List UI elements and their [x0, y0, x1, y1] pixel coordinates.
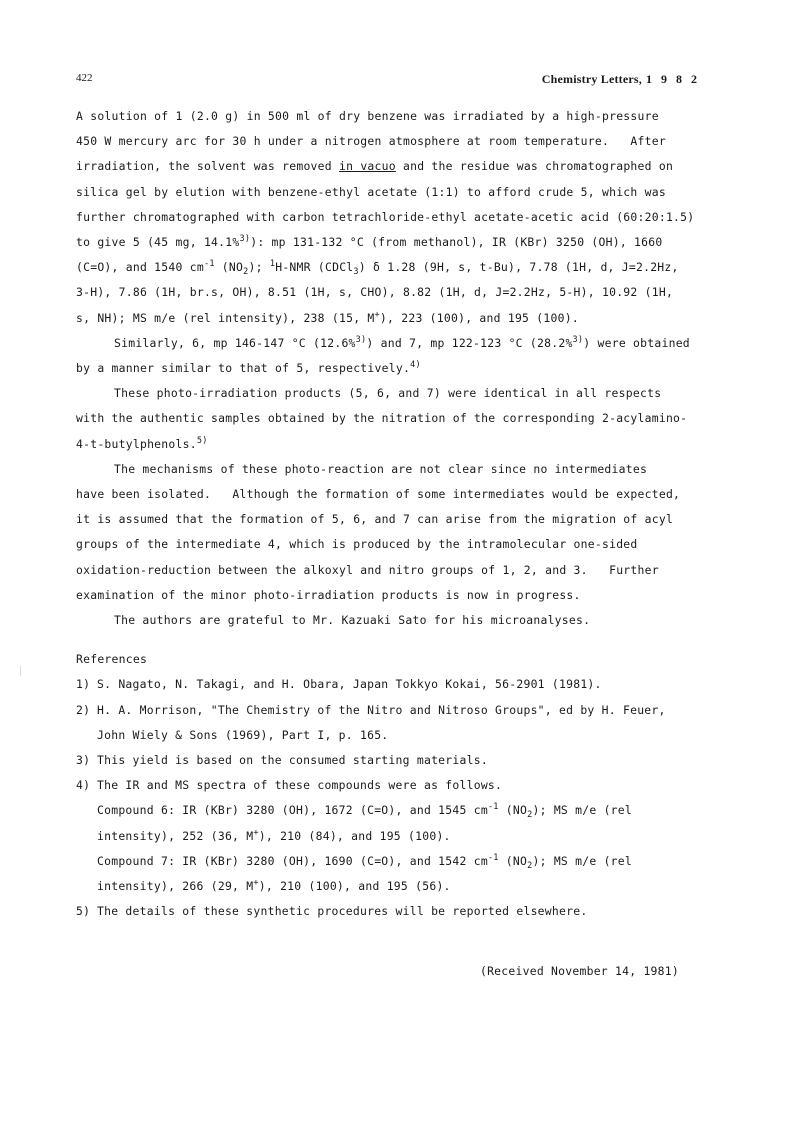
paragraph-identical: [76, 381, 730, 457]
text-fragment: (NO: [498, 803, 528, 818]
text-fragment: ); MS m/e (rel: [532, 853, 633, 868]
reference-compound-7-cont: [76, 874, 730, 899]
subscript: 3: [353, 267, 359, 278]
paragraph-experimental: [76, 104, 730, 331]
text-fragment: H-NMR (CDCl: [275, 260, 354, 275]
text-line: A solution of 1 (2.0 g) in 500 ml of dry benzene was irradiated by a high-pressure: [76, 109, 659, 123]
text-fragment: intensity), 266 (29, M: [97, 879, 254, 894]
subscript: 2: [243, 267, 249, 278]
text-fragment: (C=O), and 1540 cm: [76, 260, 204, 275]
reference-continuation: John Wiely & Sons (1969), Part I, p. 165.: [97, 727, 389, 742]
text-line: [76, 356, 730, 381]
text-fragment: by a manner similar to that of 5, respectively.: [76, 361, 411, 376]
text-line: have been isolated. Although the formation of some intermediates would be expected,: [76, 487, 681, 502]
reference-item: [76, 698, 730, 723]
reference-item: [76, 773, 730, 798]
reference-text: The IR and MS spectra of these compounds were as follows.: [97, 778, 503, 793]
reference-compound-6: [76, 798, 730, 823]
text-fragment: ); MS m/e (rel: [532, 803, 633, 818]
journal-name: Chemistry Letters,: [541, 72, 642, 86]
text-fragment: irradiation, the solvent was removed: [76, 159, 339, 174]
reference-text: The details of these synthetic procedures will be reported elsewhere.: [97, 904, 588, 919]
superscript: -1: [203, 259, 215, 270]
text-line: silica gel by elution with benzene-ethyl acetate (1:1) to afford crude 5, which was: [76, 184, 666, 199]
text-fragment: (NO: [498, 853, 528, 868]
citation-superscript: 4): [410, 360, 421, 371]
superscript: -1: [487, 852, 499, 863]
text-line: [76, 306, 730, 331]
reference-text: H. A. Morrison, "The Chemistry of the Nitro and Nitroso Groups", ed by H. Feuer,: [97, 702, 666, 717]
paragraph-mechanism: [76, 457, 730, 608]
text-fragment: intensity), 252 (36, M: [97, 828, 254, 843]
references-heading: References: [76, 652, 148, 667]
paragraph-acknowledgement: [76, 608, 730, 633]
text-line: [76, 230, 730, 255]
reference-number: 2): [76, 702, 91, 717]
citation-superscript: 3): [355, 334, 367, 345]
citation-superscript: 3): [239, 234, 251, 245]
italic-term: in vacuo: [339, 159, 396, 174]
journal-year: 1 9 8 2: [646, 72, 700, 86]
subscript: 2: [527, 810, 533, 821]
text-fragment: ) were obtained: [583, 335, 690, 350]
text-line: with the authentic samples obtained by the nitration of the corresponding 2-acylamino-: [76, 411, 688, 426]
superscript: 1: [269, 259, 276, 270]
text-fragment: Similarly, 6, mp 146-147 °C (12.6%: [114, 335, 356, 350]
text-line: [76, 331, 730, 356]
superscript: +: [374, 309, 380, 320]
reference-number: 4): [76, 778, 91, 793]
text-fragment: ) δ 1.28 (9H, s, t-Bu), 7.78 (1H, d, J=2.2Hz,: [358, 260, 679, 275]
text-line: 450 W mercury arc for 30 h under a nitrogen atmosphere at room temperature. After: [76, 134, 666, 149]
text-line: it is assumed that the formation of 5, 6, and 7 can arise from the migration of acyl: [76, 512, 674, 527]
reference-compound-6-cont: [76, 824, 730, 849]
superscript: +: [253, 878, 259, 889]
text-line: further chromatographed with carbon tetrachloride-ethyl acetate-acetic acid (60:20:1.5): [76, 209, 695, 224]
text-line: [76, 255, 730, 280]
paragraph-similarly: [76, 331, 730, 381]
received-date: (Received November 14, 1981): [479, 964, 679, 978]
citation-superscript: 5): [196, 435, 208, 446]
reference-number: 5): [76, 904, 91, 919]
superscript: +: [253, 827, 259, 838]
text-line: 3-H), 7.86 (1H, br.s, OH), 8.51 (1H, s, CHO), 8.82 (1H, d, J=2.2Hz, 5-H), 10.92 (1H,: [76, 285, 674, 300]
reference-number: 3): [76, 753, 91, 768]
text-fragment: 4-t-butylphenols.: [76, 436, 197, 451]
reference-item: [76, 672, 730, 697]
scan-mark: [20, 666, 21, 676]
reference-number: 1): [76, 677, 91, 692]
text-line: examination of the minor photo-irradiation products is now in progress.: [76, 587, 581, 602]
text-fragment: ) and 7, mp 122-123 °C (28.2%: [366, 335, 573, 350]
text-line: [76, 432, 730, 457]
text-fragment: and the residue was chromatographed on: [395, 159, 674, 174]
reference-item: [76, 748, 730, 773]
text-fragment: ), 210 (84), and 195 (100).: [258, 828, 451, 843]
text-line: The mechanisms of these photo-reaction are not clear since no intermediates: [114, 461, 648, 476]
running-header: [542, 72, 700, 87]
reference-compound-7: [76, 849, 730, 874]
page-number: 422: [76, 72, 93, 84]
text-fragment: s, NH); MS m/e (rel intensity), 238 (15, M: [76, 310, 375, 325]
text-fragment: (NO: [214, 260, 244, 275]
reference-item: [76, 899, 730, 924]
article-body: [76, 104, 730, 925]
text-line: The authors are grateful to Mr. Kazuaki Sato for his microanalyses.: [114, 613, 591, 628]
text-fragment: to give 5 (45 mg, 14.1%: [76, 235, 240, 250]
text-line: oxidation-reduction between the alkoxyl and nitro groups of 1, 2, and 3. Further: [76, 562, 659, 577]
subscript: 2: [527, 860, 533, 871]
text-line: groups of the intermediate 4, which is produced by the intramolecular one-sided: [76, 537, 638, 552]
reference-text: This yield is based on the consumed starting materials.: [97, 753, 488, 768]
text-fragment: Compound 6: IR (KBr) 3280 (OH), 1672 (C=O), and 1545 cm: [97, 803, 488, 818]
text-fragment: );: [248, 260, 270, 275]
references-list: [76, 672, 730, 924]
text-fragment: ): mp 131-132 °C (from methanol), IR (KBr) 3250 (OH), 1660: [250, 235, 663, 250]
text-fragment: Compound 7: IR (KBr) 3280 (OH), 1690 (C=O), and 1542 cm: [97, 853, 488, 868]
text-fragment: ), 223 (100), and 195 (100).: [379, 310, 579, 325]
text-line: [76, 154, 730, 179]
text-line: These photo-irradiation products (5, 6, and 7) were identical in all respects: [114, 386, 662, 401]
superscript: -1: [487, 802, 499, 813]
citation-superscript: 3): [572, 334, 584, 345]
text-fragment: ), 210 (100), and 195 (56).: [258, 879, 451, 894]
reference-text: S. Nagato, N. Takagi, and H. Obara, Japan Tokkyo Kokai, 56-2901 (1981).: [97, 677, 602, 692]
